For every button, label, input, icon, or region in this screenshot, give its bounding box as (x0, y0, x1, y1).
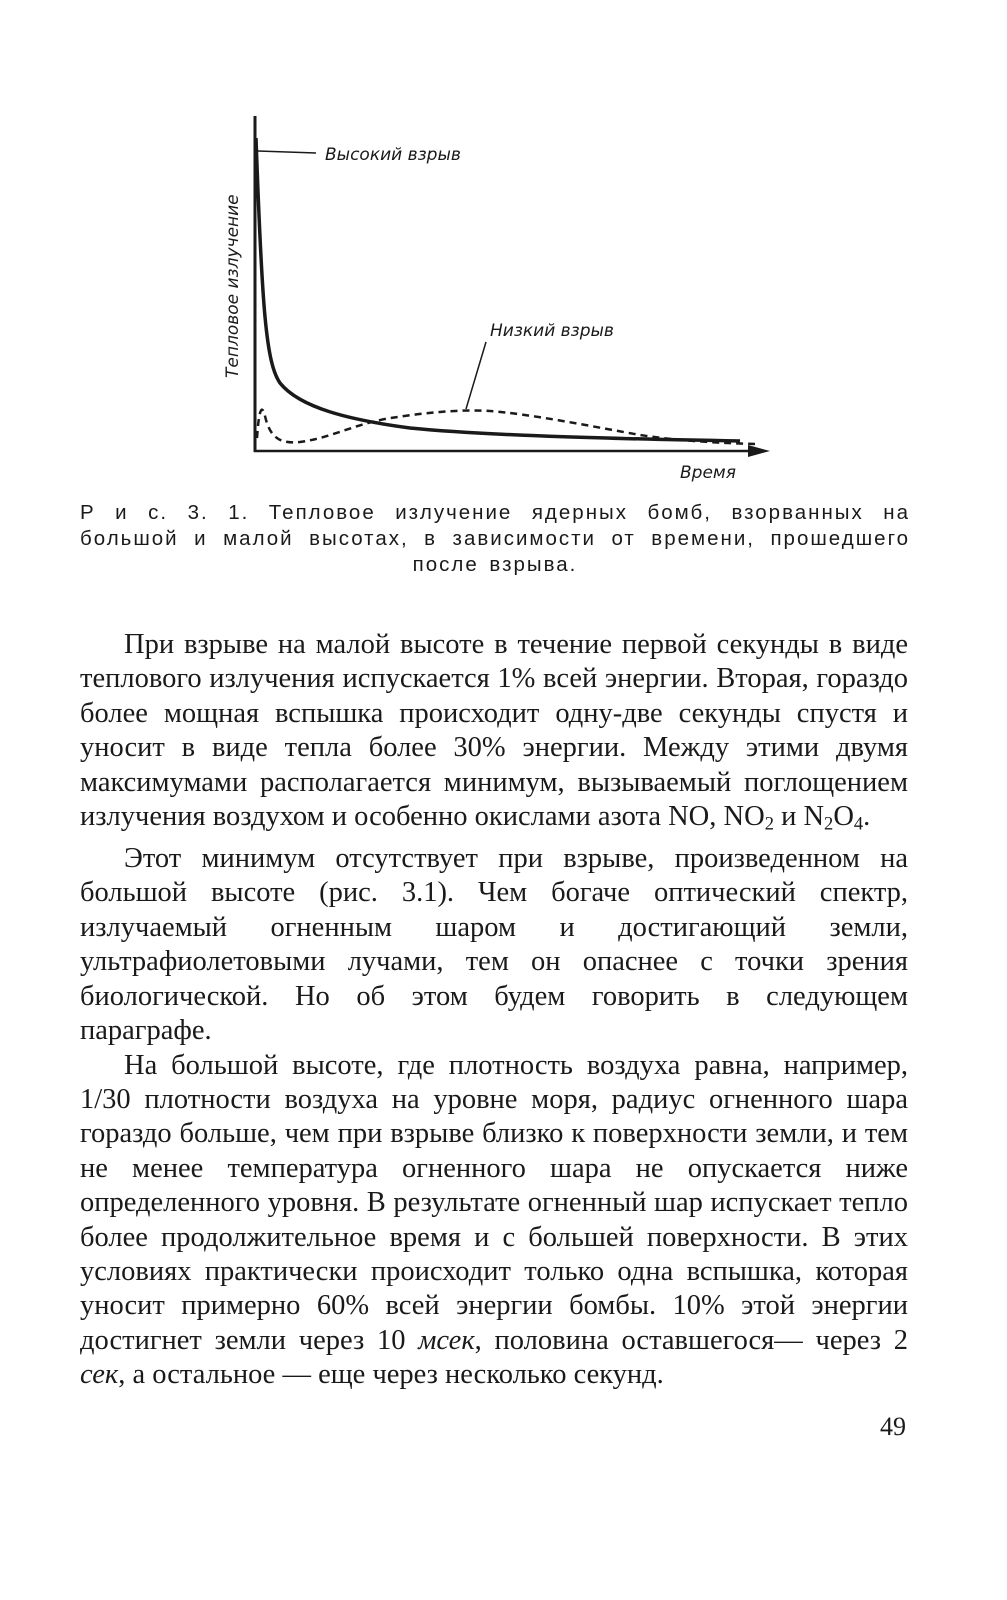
low-burst-curve (257, 410, 755, 444)
body-text (80, 628, 908, 1393)
paragraph-3-text-2: , половина оставшегося— через 2 (474, 1324, 908, 1356)
low-burst-label: Низкий взрыв (490, 321, 614, 341)
paragraph-3-text-3: , а остальное — еще через несколько секунд. (118, 1359, 664, 1391)
figure-svg (210, 108, 780, 488)
figure-caption: Р и с. 3. 1. Тепловое излучение ядерных бомб, взорванных на большой и малой высотах, в зависимости от времени, прошедшего после взрыва. (80, 501, 910, 576)
subscript: 2 (824, 813, 834, 835)
paragraph-1 (80, 628, 908, 842)
paragraph-1-text-mid: и N (773, 801, 825, 833)
paragraph-1-text-mid2: O (833, 801, 854, 833)
high-burst-leader (258, 151, 316, 153)
paragraph-1-text: При взрыве на малой высоте в течение первой секунды в виде теплового излучения испускается 1% всей энергии. Вторая, гораздо более мощная вспышка происходит одну-две секунды спустя и уносит в виде тепла более 30% энергии. Между этими двумя максимумами располагается минимум, вызываемый поглощением излучения воздухом и особенно окислами азота NO, NO (80, 629, 908, 833)
paragraph-2: Этот минимум отсутствует при взрыве, произведенном на большой высоте (рис. 3.1). Чем богаче оптический спектр, излучаемый огненным шаром и достигающий земли, ультрафиолетовыми лучами, тем он опаснее с точки зрения биологической. Но об этом будем говорить в следующем параграфе. (80, 843, 908, 1047)
figure-thermal-radiation (210, 108, 780, 488)
low-burst-leader (466, 342, 486, 409)
unit-sec: сек (80, 1359, 119, 1391)
y-axis-label: Тепловое излучение (223, 194, 243, 378)
paragraph-1-text-end: . (863, 801, 871, 833)
subscript: 2 (764, 813, 774, 835)
paragraph-3-text: На большой высоте, где плотность воздуха равна, например, 1/30 плотности воздуха на уровне моря, радиус огненного шара гораздо больше, чем при взрыве близко к поверхности земли, и тем не менее температура огненного шара не опускается ниже определенного уровня. В результате огненный шар испускает тепло более продолжительное время и с большей поверхности. В этих условиях практически происходит только одна вспышка, которая уносит примерно 60% всей энергии бомбы. 10% этой энергии достигнет земли через 10 (80, 1049, 908, 1356)
page-number: 49 (880, 1412, 906, 1441)
high-burst-curve (256, 138, 740, 441)
unit-msec: мсек (418, 1324, 475, 1356)
subscript: 4 (853, 813, 864, 835)
x-axis-label: Время (680, 463, 736, 483)
high-burst-label: Высокий взрыв (325, 145, 461, 165)
paragraph-3 (80, 1049, 908, 1393)
x-axis-arrow (748, 445, 770, 457)
